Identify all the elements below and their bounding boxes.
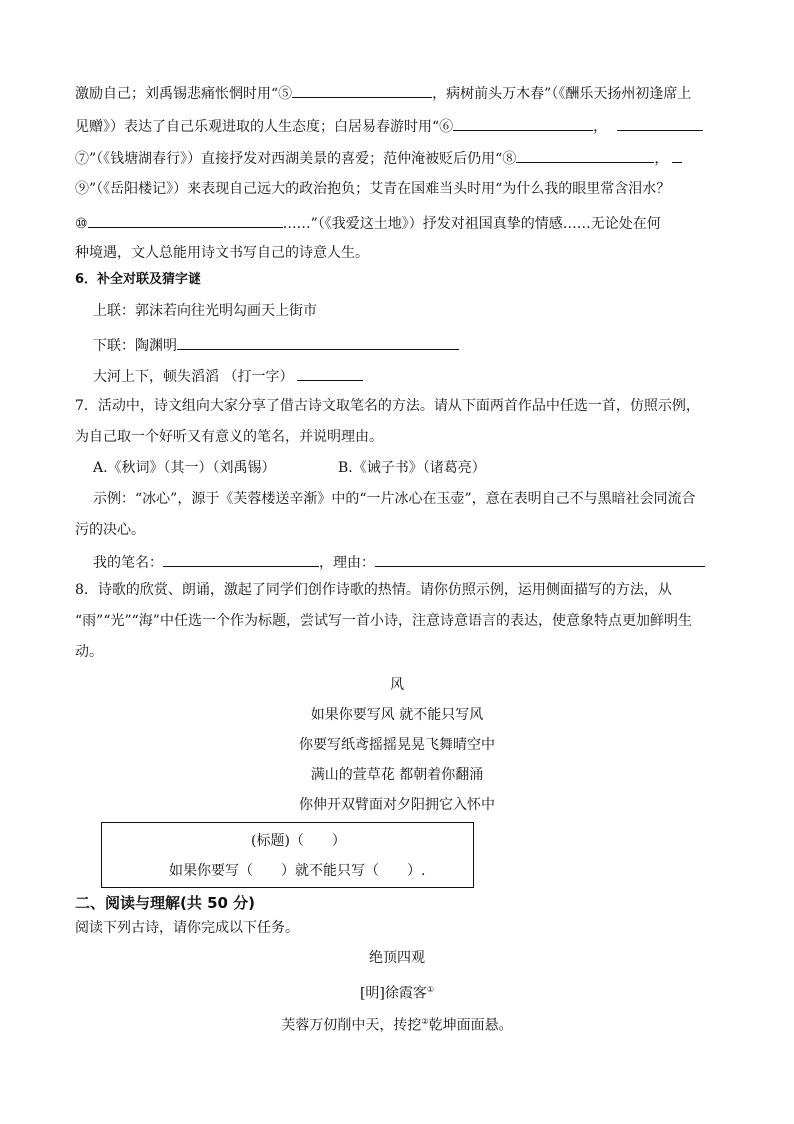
- q5-line-3: [75, 146, 682, 169]
- poem-text: 乾坤面面悬。: [428, 1017, 513, 1034]
- q5-text: ，: [654, 151, 669, 167]
- q5-text: 激励自己；刘禹锡悲痛怅惘时用“⑤: [75, 86, 293, 102]
- example-poem-title: 风: [390, 677, 404, 693]
- example-poem-line: 满山的萱草花 都朝着你翻涌: [310, 767, 484, 783]
- q5-text: 见赠》）表达了自己乐观进取的人生态度；白居易春游时用“⑥: [75, 119, 454, 135]
- q7-line-1: 7．活动中，诗文组向大家分享了借古诗文取笔名的方法。请从下面两首作品中任选一首，仿照示例，: [75, 398, 700, 414]
- q5-text: ⑦”（《钱塘湖春行》）直接抒发对西湖美景的喜爱；范仲淹被贬后仍用“⑧: [75, 151, 517, 167]
- pen-name-blank[interactable]: [163, 550, 319, 567]
- q5-line-5: [75, 211, 661, 234]
- poem-author-line: [0, 980, 794, 1004]
- q7-example-2: 污的决心。: [75, 522, 145, 538]
- example-poem-line: 如果你要写风 就不能只写风: [310, 707, 484, 723]
- answer-blank-5[interactable]: [292, 81, 432, 98]
- q5-text: ⑩: [75, 216, 88, 232]
- poem-text: 芙蓉万仞削中天，抟挖: [281, 1017, 422, 1034]
- reason-label: ，理由：: [319, 555, 375, 571]
- example-poem-line: 你伸开双臂面对夕阳拥它入怀中: [299, 797, 495, 813]
- pen-name-line: [93, 550, 705, 573]
- riddle-line: [93, 364, 363, 387]
- answer-box-line: 如果你要写（ ）就不能只写（ ）.: [169, 863, 426, 879]
- couplet-upper: 上联：郭沫若向往光明勾画天上街市: [93, 303, 317, 319]
- q8-line-2: “雨”“光”“海”中任选一个作为标题，尝试写一首小诗，注意诗意语言的表达，使意象特点更加鲜明生: [75, 613, 692, 629]
- poem-author: [明]徐霞客: [359, 985, 427, 1002]
- pen-name-label: 我的笔名：: [93, 555, 163, 571]
- q5-text: ，病树前头万木春”（《酬乐天扬州初逢席上: [432, 86, 692, 102]
- poem-line-1: [0, 1012, 794, 1036]
- riddle-text: 大河上下，顿失滔滔 （打一字）: [93, 369, 294, 385]
- footnote-marker: ①: [426, 985, 435, 994]
- answer-box-title: (标题)（ ）: [251, 833, 346, 849]
- answer-blank-10[interactable]: [88, 211, 283, 228]
- q7-option-a: A.《秋词》（其一）（刘禹锡）: [93, 460, 276, 476]
- section-heading: 二、阅读与理解(共 50 分): [75, 894, 256, 912]
- example-poem-line: 你要写纸鸢摇摇晃晃飞舞晴空中: [299, 737, 495, 753]
- couplet-lower: 下联：陶渊明: [93, 338, 177, 354]
- couplet-answer-blank[interactable]: [177, 333, 459, 350]
- reason-blank[interactable]: [375, 550, 705, 567]
- q5-text: ，: [593, 119, 608, 135]
- couplet-lower-line: [93, 333, 459, 356]
- q5-line-1: [75, 81, 691, 104]
- riddle-answer-blank[interactable]: [297, 364, 363, 381]
- q5-line-4: ⑨”（《岳阳楼记》）来表现自己远大的政治抱负；艾青在国难当头时用“为什么我的眼里常含泪水？: [75, 181, 671, 197]
- footnote-marker: ②: [421, 1017, 429, 1026]
- q5-line-6: 种境遇，文人总能用诗文书写自己的诗意人生。: [75, 245, 369, 261]
- q5-line-2: [75, 114, 703, 137]
- q7-line-2: 为自己取一个好听又有意义的笔名，并说明理由。: [75, 429, 383, 445]
- answer-blank-9[interactable]: [672, 146, 682, 163]
- poem-title: 绝顶四观: [369, 950, 425, 966]
- answer-blank-8[interactable]: [516, 146, 654, 163]
- answer-blank-7[interactable]: [617, 114, 703, 131]
- section-intro: 阅读下列古诗，请你完成以下任务。: [75, 920, 299, 936]
- q7-option-b: B.《诫子书》（诸葛亮）: [338, 460, 486, 476]
- answer-blank-6[interactable]: [453, 114, 593, 131]
- q6-title: 6．补全对联及猜字谜: [75, 272, 202, 287]
- q5-text: ……”（《我爱这土地》）抒发对祖国真挚的情感……无论处在何: [282, 216, 661, 232]
- q7-example-1: 示例：“冰心”，源于《芙蓉楼送辛渐》中的“一片冰心在玉壶”，意在表明自己不与黑暗社会同流合: [93, 491, 696, 507]
- q8-line-3: 动。: [75, 644, 103, 660]
- q8-line-1: 8．诗歌的欣赏、朗诵，激起了同学们创作诗歌的热情。请你仿照示例，运用侧面描写的方法，从: [75, 582, 672, 598]
